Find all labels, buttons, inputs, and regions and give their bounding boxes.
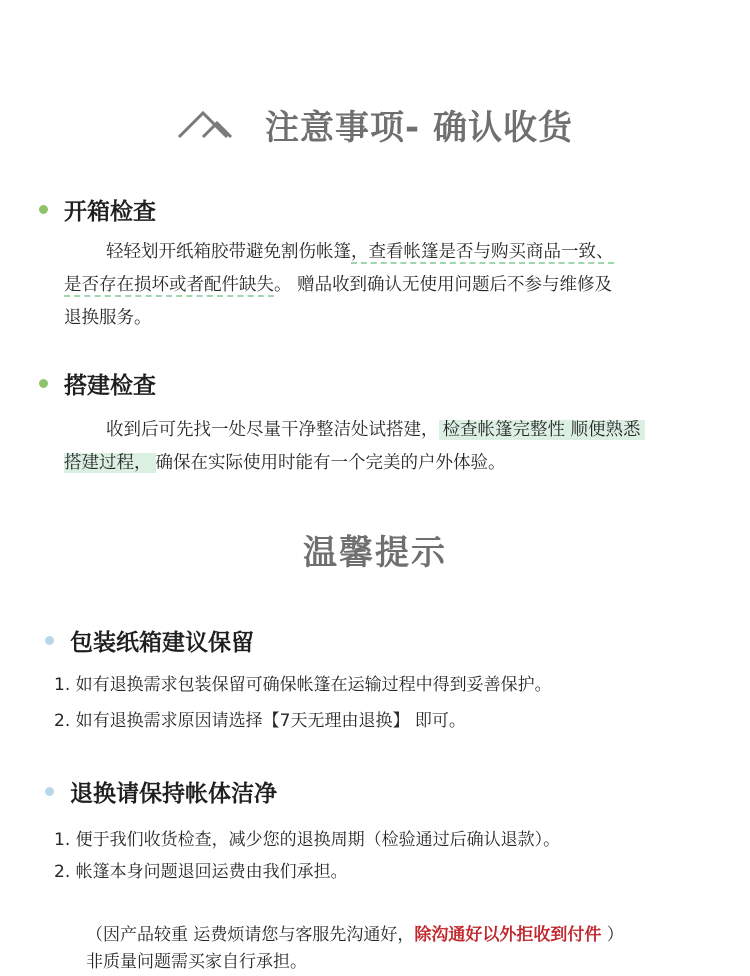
text-span: 轻轻划开纸箱胶带避免割伤帐篷 <box>106 242 351 262</box>
text-span: 确保在实际使用时能有一个完美的户外体验。 <box>155 453 506 473</box>
text-span: 收到后可先找一处尽量干净整洁处试搭建， <box>106 420 439 440</box>
paragraph-line <box>64 447 724 480</box>
shipping-note <box>86 920 624 945</box>
section-heading-unboxing <box>39 193 156 226</box>
highlighted-text: 搭建过程， <box>64 453 156 473</box>
bullet-dot-icon <box>39 205 48 214</box>
note-emphasis-text: 除沟通好以外拒收到付件 <box>414 925 602 945</box>
tip-heading-text: 退换请保持帐体洁净 <box>70 781 277 807</box>
bullet-dot-icon <box>39 379 48 388</box>
note-text: （因产品较重 运费烦请您与客服先沟通好， <box>86 925 415 945</box>
list-item: 2. 帐篷本身问题退回运费由我们承担。 <box>54 862 348 882</box>
section-heading-text: 开箱检查 <box>64 199 156 225</box>
main-title <box>0 96 750 152</box>
list-item: 1. 如有退换需求包装保留可确保帐篷在运输过程中得到妥善保护。 <box>54 675 552 695</box>
underlined-text: ，查看帐篷是否与购买商品一致、 <box>351 242 614 262</box>
section-heading-text: 搭建检查 <box>64 373 156 399</box>
shipping-note-line2: 非质量问题需买家自行承担。 <box>86 952 307 972</box>
list-item: 1. 便于我们收货检查，减少您的退换周期（检验通过后确认退款）。 <box>54 830 561 850</box>
text-span: 。 赠品收到确认无使用问题后不参与维修及 <box>274 275 613 295</box>
underlined-text: 是否存在损坏或者配件缺失 <box>64 275 274 295</box>
setup-paragraph <box>64 414 724 480</box>
paragraph-line <box>64 414 724 447</box>
tip-heading-packaging <box>45 624 254 657</box>
tip-heading-text: 包装纸箱建议保留 <box>70 630 254 656</box>
highlighted-text: 检查帐篷完整性 顺便熟悉 <box>439 420 645 440</box>
paragraph-line <box>64 269 724 302</box>
text-span: 退换服务。 <box>64 308 152 328</box>
main-title-text: 注意事项- 确认收货 <box>265 107 573 148</box>
tip-heading-cleanliness <box>45 775 277 808</box>
list-item: 2. 如有退换需求原因请选择【7天无理由退换】 即可。 <box>54 711 466 731</box>
section-heading-setup <box>39 367 156 400</box>
bullet-dot-icon <box>45 636 54 645</box>
paragraph-line <box>64 302 724 335</box>
unboxing-paragraph <box>64 236 724 335</box>
mountain-icon <box>177 109 239 139</box>
note-text: ） <box>601 925 624 945</box>
bullet-dot-icon <box>45 787 54 796</box>
sub-title: 温馨提示 <box>303 533 447 573</box>
paragraph-line <box>64 236 724 269</box>
